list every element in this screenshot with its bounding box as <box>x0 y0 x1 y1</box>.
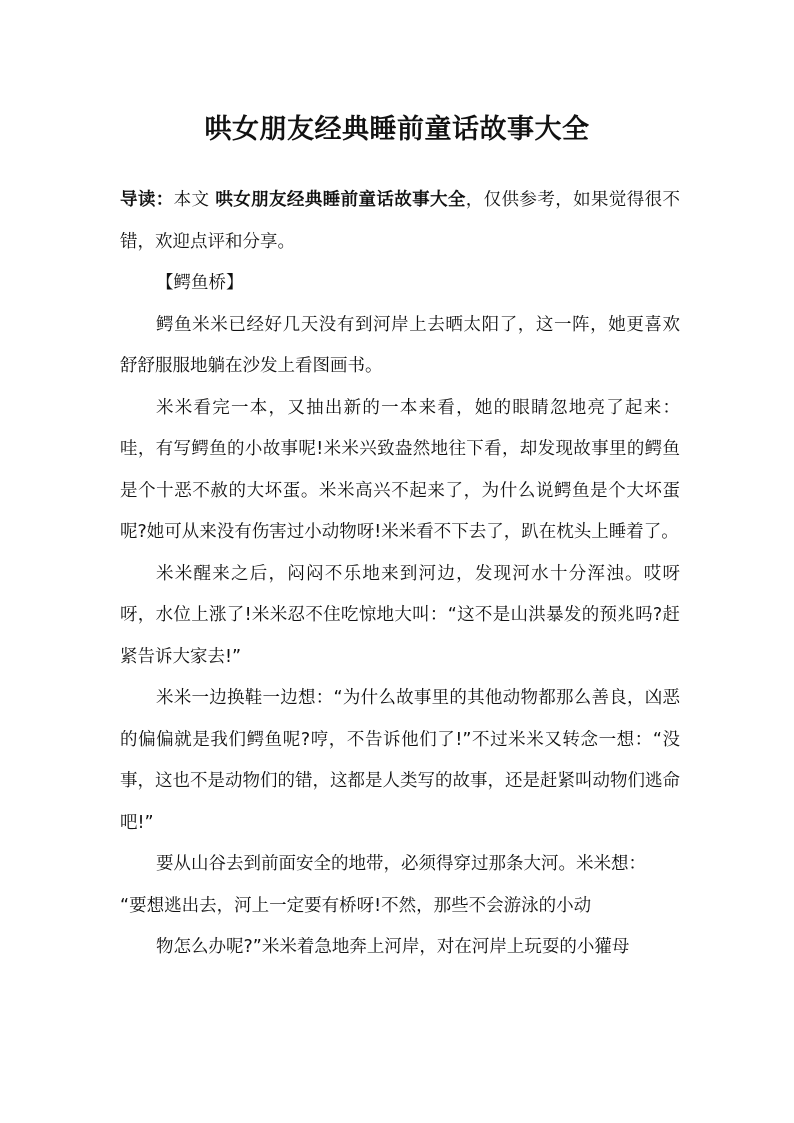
intro-paragraph <box>120 180 680 263</box>
intro-highlight: 哄女朋友经典睡前童话故事大全 <box>215 190 466 210</box>
story-line: “要想逃出去，河上一定要有桥呀!不然，那些不会游泳的小动 <box>120 895 592 916</box>
story-paragraph: 鳄鱼米米已经好几天没有到河岸上去晒太阳了，这一阵，她更喜欢舒舒服服地躺在沙发上看图画书。 <box>120 314 680 376</box>
document-body <box>120 180 680 969</box>
intro-prefix: 本文 <box>173 190 210 210</box>
story-paragraph: 米米看完一本，又抽出新的一本来看，她的眼睛忽地亮了起来：哇，有写鳄鱼的小故事呢!米米兴致盎然地往下看，却发现故事里的鳄鱼是个十恶不赦的大坏蛋。米米高兴不起来了，为什么说鳄鱼是个大坏蛋呢?她可从来没有伤害过小动物呀!米米看不下去了，趴在枕头上睡着了。 <box>120 397 680 542</box>
story-paragraph: 米米一边换鞋一边想：“为什么故事里的其他动物都那么善良，凶恶的偏偏就是我们鳄鱼呢?哼，不告诉他们了!”不过米米又转念一想：“没事，这也不是动物们的错，这都是人类写的故事，还是赶紧叫动物们逃命吧!” <box>120 688 680 833</box>
story-paragraph: 米米醒来之后，闷闷不乐地来到河边，发现河水十分浑浊。哎呀呀，水位上涨了!米米忍不住吃惊地大叫：“这不是山洪暴发的预兆吗?赶紧告诉大家去!” <box>120 563 680 667</box>
section-heading: 【鳄鱼桥】 <box>156 273 244 293</box>
story-paragraph: 要从山谷去到前面安全的地带，必须得穿过那条大河。米米想： <box>156 854 646 874</box>
document-title: 哄女朋友经典睡前童话故事大全 <box>204 114 590 145</box>
story-line: 物怎么办呢?”米米着急地奔上河岸，对在河岸上玩耍的小獾母 <box>156 937 630 957</box>
intro-label: 导读： <box>120 190 174 210</box>
intro-suffix: ，仅供参考，如果觉得很不错，欢迎点评和分享。 <box>120 190 681 252</box>
